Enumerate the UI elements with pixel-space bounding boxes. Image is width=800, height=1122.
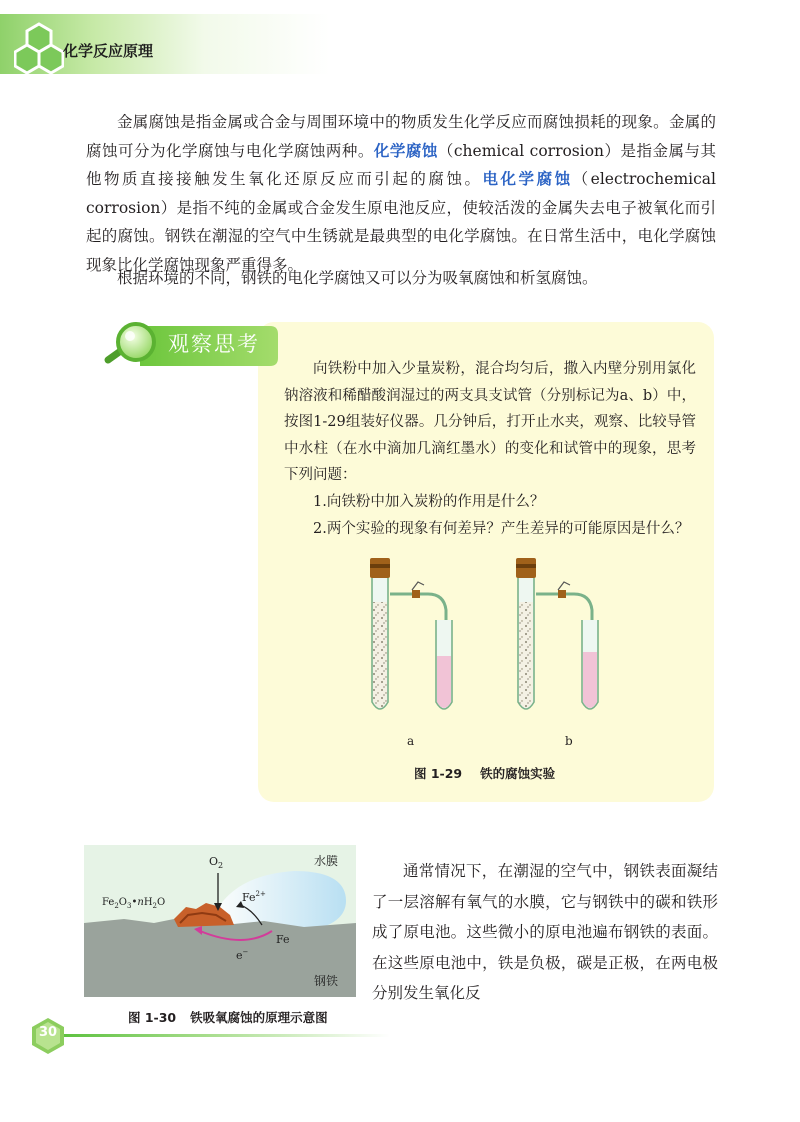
- term-chemical-corrosion: 化学腐蚀: [373, 141, 438, 160]
- question-2: 2.两个实验的现象有何差异？产生差异的可能原因是什么？: [313, 521, 690, 537]
- oxygen-absorption-corrosion-diagram: [84, 845, 356, 997]
- paragraph-corrosion-types: 根据环境的不同，钢铁的电化学腐蚀又可以分为吸氧腐蚀和析氢腐蚀。: [117, 269, 598, 287]
- label-rust-formula: $Fe_2O_3•nH_2O$: [102, 897, 166, 910]
- figure-1-30-number: 图 1-30: [128, 1010, 177, 1025]
- term-electrochemical-corrosion: 电化学腐蚀: [482, 170, 573, 188]
- label-fe2-ion: $Fe^{2+}$: [242, 890, 266, 904]
- apparatus-b: [516, 558, 598, 709]
- label-electron: e−: [236, 948, 249, 962]
- label-o2: $O_2$: [209, 855, 224, 870]
- paragraph-corrosion-definition: [86, 108, 716, 279]
- red-water-b: [583, 652, 597, 708]
- iron-carbon-powder-a: [373, 602, 387, 708]
- figure-1-30-text: 铁吸氧腐蚀的原理示意图: [190, 1010, 328, 1025]
- observe-instructions: 向铁粉中加入少量炭粉，混合均匀后，撒入内壁分别用氯化钠溶液和稀醋酸润湿过的两支具支试管（分别标记为a、b）中，按图1-29组装好仪器。几分钟后，打开止水夹，观察、比较导管中水柱（在水中滴加几滴红墨水）的变化和试管中的现象，思考下列问题：: [284, 361, 696, 483]
- figure-1-29-text: 铁的腐蚀实验: [480, 766, 556, 781]
- red-water-a: [437, 656, 451, 708]
- p1-part-c: （electrochemical corrosion）是指不纯的金属或合金发生原电池反应，使较活泼的金属失去电子被氧化而引起的腐蚀。钢铁在潮湿的空气中生锈就是最典型的电化学腐蚀。在日常生活中，电化学腐蚀现象比化学腐蚀现象严重得多。: [86, 170, 716, 274]
- figure-1-30-caption: [128, 1008, 328, 1026]
- clamp-b: [558, 590, 566, 598]
- label-steel: 钢铁: [314, 974, 339, 988]
- page-number: 30: [38, 1025, 58, 1040]
- corrosion-experiment-apparatus: [340, 552, 670, 732]
- clamp-a: [412, 590, 420, 598]
- footer-line: [60, 1034, 390, 1037]
- observe-think-title: 观察思考: [168, 332, 260, 356]
- hexagon-logo-icon: [14, 22, 64, 74]
- label-b: b: [565, 734, 573, 748]
- p1-part-a: 金属腐蚀是指金属或合金与周围环境中的物质发生化学反应而腐蚀损耗的现象。金属的腐蚀可分为化学腐蚀与电化学腐蚀两种。: [86, 113, 716, 160]
- label-a: a: [407, 734, 415, 748]
- p1-part-b: （chemical corrosion）是指金属与其他物质直接接触发生氧化还原反应而引起的腐蚀。: [86, 141, 716, 188]
- paragraph-oxygen-corrosion: 通常情况下，在潮湿的空气中，钢铁表面凝结了一层溶解有氧气的水膜，它与钢铁中的碳和铁形成了原电池。这些微小的原电池遍布钢铁的表面。在这些原电池中，铁是负极，碳是正极，在两电极分别发生氧化反: [372, 862, 718, 1002]
- chapter-title: 化学反应原理: [63, 42, 154, 60]
- figure-1-29-number: 图 1-29: [414, 766, 463, 781]
- iron-carbon-powder-b: [519, 602, 533, 708]
- figure-1-29-caption: [414, 764, 555, 782]
- label-water-film: 水膜: [314, 854, 339, 868]
- label-fe: Fe: [276, 933, 290, 946]
- apparatus-a: [370, 558, 452, 709]
- question-1: 1.向铁粉中加入炭粉的作用是什么？: [313, 494, 545, 510]
